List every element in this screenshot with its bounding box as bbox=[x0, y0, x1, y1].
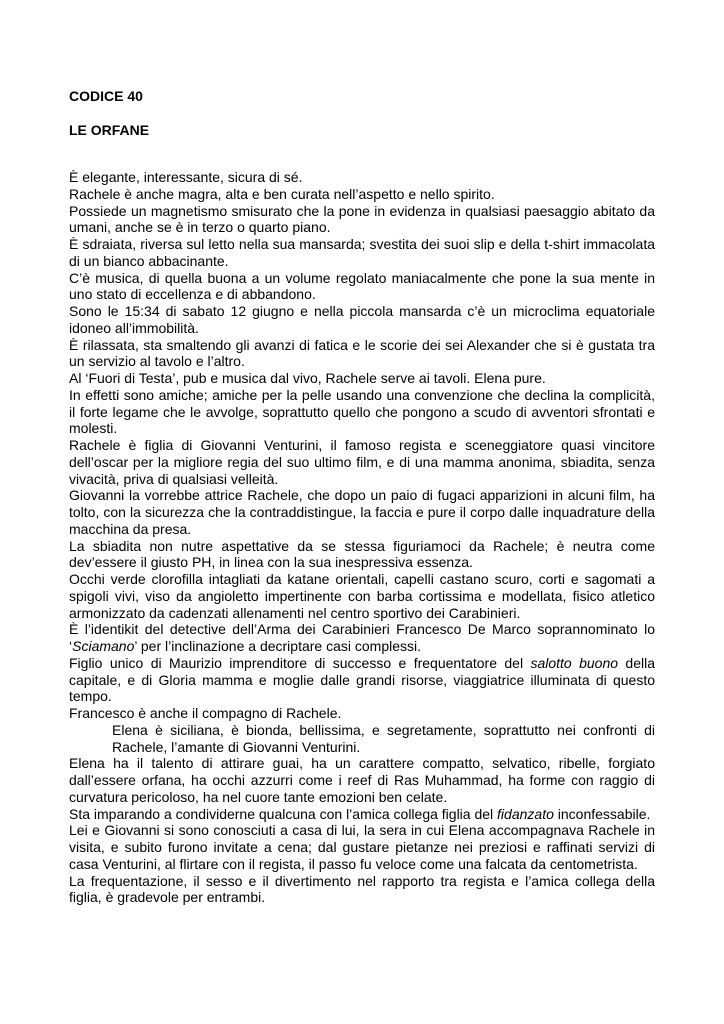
document-body bbox=[69, 169, 655, 906]
text-run: C’è musica, di quella buona a un volume regolato maniacalmente che pone la sua mente in uno stato di eccellenza e di abbandono. bbox=[69, 269, 655, 303]
paragraph bbox=[69, 705, 655, 722]
paragraph bbox=[69, 370, 655, 387]
text-run: Sono le 15:34 di sabato 12 giugno e nella piccola mansarda c’è un microclima equatoriale idoneo all’immobilità. bbox=[69, 303, 655, 336]
text-run: Possiede un magnetismo smisurato che la pone in evidenza in qualsiasi paesaggio abitato da umani, anche se è in terzo o quarto piano. bbox=[69, 202, 655, 236]
text-run: Sta imparando a condividerne qualcuna con l’amica collega figlia del bbox=[69, 805, 498, 822]
text-run: Figlio unico di Maurizio imprenditore di successo e frequentatore del bbox=[69, 654, 531, 671]
paragraph bbox=[69, 722, 655, 756]
text-run: Francesco è anche il compagno di Rachele. bbox=[69, 705, 342, 721]
italic-run: salotto buono bbox=[530, 654, 619, 671]
text-run: Elena è siciliana, è bionda, bellissima, e segretamente, soprattutto nei confronti di Rachele, l’amante di Giovanni Venturini. bbox=[112, 721, 655, 755]
text-run: La frequentazione, il sesso e il divertimento nel rapporto tra regista e l’amica collega della figlia, è gradevole per entrambi. bbox=[69, 872, 655, 906]
text-run: ’ per l’inclinazione a decriptare casi complessi. bbox=[134, 638, 422, 654]
paragraph bbox=[69, 437, 655, 487]
text-run: Occhi verde clorofilla intagliati da katane orientali, capelli castano scuro, corti e sagomati a spigoli vivi, viso da angioletto impertinente con barba cortissima e modellata, fisico atletico armonizzato da cadenzati allenamenti nel centro sportivo dei Carabinieri. bbox=[69, 571, 655, 621]
text-run: È sdraiata, riversa sul letto nella sua mansarda; svestita dei suoi slip e della t-shirt immacolata di un bianco abbacinante. bbox=[69, 236, 655, 269]
italic-run: fidanzato bbox=[497, 805, 554, 822]
paragraph bbox=[69, 270, 655, 304]
text-run: Lei e Giovanni si sono conosciuti a casa di lui, la sera in cui Elena accompagnava Rachele in visita, e subito furono invitate a cena; dal gustare pietanze nei preziosi e raffinati servizi di casa Venturini, al flirtare con il regista, il passo fu veloce come una falcata da centometrista. bbox=[69, 822, 655, 872]
paragraph bbox=[69, 303, 655, 337]
text-run: È rilassata, sta smaltendo gli avanzi di fatica e le scorie dei sei Alexander che si è gustata tra un servizio al tavolo e l’altro. bbox=[69, 336, 655, 370]
paragraph bbox=[69, 169, 655, 186]
text-run: Rachele è figlia di Giovanni Venturini, il famoso regista e sceneggiatore quasi vincitore dell’oscar per la migliore regia del suo ultimo film, e di una mamma anonima, sbiadita, senza vivacità, priva di qualsiasi velleità. bbox=[69, 437, 655, 487]
paragraph bbox=[69, 571, 655, 621]
paragraph bbox=[69, 236, 655, 270]
paragraph bbox=[69, 337, 655, 371]
document-code: CODICE 40 bbox=[69, 88, 143, 104]
text-run: Rachele è anche magra, alta e ben curata nell’aspetto e nello spirito. bbox=[69, 185, 495, 202]
text-run: inconfessabile. bbox=[553, 805, 651, 822]
paragraph bbox=[69, 655, 655, 705]
text-run: La sbiadita non nutre aspettative da se stessa figuriamoci da Rachele; è neutra come dev’essere il giusto PH, in linea con la sua inespressiva essenza. bbox=[69, 537, 655, 571]
text-run: È elegante, interessante, sicura di sé. bbox=[69, 169, 303, 185]
paragraph bbox=[69, 873, 655, 907]
text-run: In effetti sono amiche; amiche per la pelle usando una convenzione che declina la complicità, il forte legame che le avvolge, soprattutto quello che pongono a scudo di avventori sfrontati e molesti. bbox=[69, 386, 655, 437]
paragraph bbox=[69, 621, 655, 655]
paragraph bbox=[69, 186, 655, 203]
italic-run: Sciamano bbox=[72, 638, 135, 654]
paragraph bbox=[69, 806, 655, 823]
paragraph bbox=[69, 538, 655, 572]
text-run: È l’identikit del detective dell’Arma dei Carabinieri Francesco De Marco soprannominato lo ‘ bbox=[69, 621, 655, 654]
text-run: della capitale, e di Gloria mamma e moglie dalle grandi risorse, viaggiatrice illuminata di questo tempo. bbox=[69, 654, 655, 705]
text-run: Al ‘Fuori di Testa’, pub e musica dal vivo, Rachele serve ai tavoli. Elena pure. bbox=[69, 370, 546, 386]
paragraph bbox=[69, 487, 655, 537]
paragraph bbox=[69, 203, 655, 237]
document-title: LE ORFANE bbox=[69, 122, 150, 138]
text-run: Giovanni la vorrebbe attrice Rachele, che dopo un paio di fugaci apparizioni in alcuni film, ha tolto, con la sicurezza che la contraddistingue, la faccia e pure il corpo dalle inquadrature della macchina da presa. bbox=[69, 487, 655, 537]
paragraph bbox=[69, 387, 655, 437]
paragraph bbox=[69, 755, 655, 805]
paragraph bbox=[69, 822, 655, 872]
text-run: Elena ha il talento di attirare guai, ha un carattere compatto, selvatico, ribelle, forgiato dall’essere orfana, ha occhi azzurri come i reef di Ras Muhammad, ha forme con raggio di curvatura pericoloso, ha nel cuore tante emozioni ben celate. bbox=[69, 755, 655, 805]
